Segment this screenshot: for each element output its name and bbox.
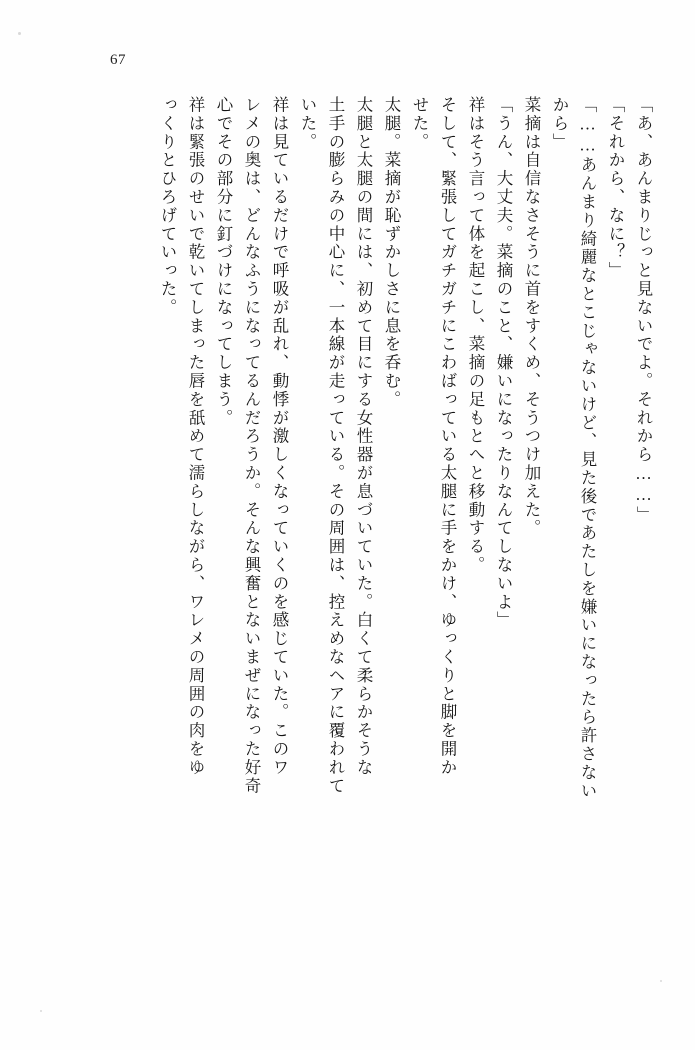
scan-speckle (18, 32, 21, 35)
text-column: 祥は見ているだけで呼吸が乱れ、動悸が激しくなっていくのを感じていた。このワ (270, 96, 289, 777)
scan-speckle (40, 1010, 42, 1012)
text-column: 「それから、なに？」 (606, 96, 625, 280)
text-column: 太腿。菜摘が恥ずかしさに息を呑む。 (382, 96, 401, 409)
text-column: 太腿と太腿の間には、初めて目にする女性器が息づいていた。白くて柔らかそうな (354, 96, 373, 777)
text-column: いた。 (298, 96, 317, 152)
scan-speckle (660, 980, 662, 982)
vertical-text-block (74, 96, 651, 1004)
text-column: 菜摘は自信なさそうに首をすくめ、そうつけ加えた。 (522, 96, 541, 538)
text-column: 「あ、あんまりじっと見ないでよ。それから……」 (634, 96, 653, 525)
text-column: 「……あんまり綺麗なとこじゃないけど、見た後であたしを嫌いになったら許さない (578, 96, 597, 801)
text-column: から」 (550, 96, 569, 152)
text-column: 土手の膨らみの中心に、一本線が走っている。その周囲は、控えめなヘアに覆われて (326, 96, 345, 796)
text-column: レメの奥は、どんなふうになってるんだろうか。そんな興奮とないまぜになった好奇 (242, 96, 261, 796)
text-column: 祥はそう言って体を起こし、菜摘の足もとへと移動する。 (466, 96, 485, 575)
text-column: 祥は緊張のせいで乾いてしまった唇を舐めて濡らしながら、ワレメの周囲の肉をゆ (186, 96, 205, 777)
text-column: せた。 (410, 96, 429, 152)
text-column: 心でその部分に釘づけになってしまう。 (214, 96, 233, 428)
page-number: 67 (110, 52, 126, 68)
text-column: そして、緊張してガチガチにこわばっている太腿に手をかけ、ゆっくりと脚を開か (438, 96, 457, 777)
text-column: 「うん、大丈夫。菜摘のこと、嫌いになったりなんてしないよ」 (494, 96, 513, 630)
text-column: っくりとひろげていった。 (158, 96, 177, 317)
